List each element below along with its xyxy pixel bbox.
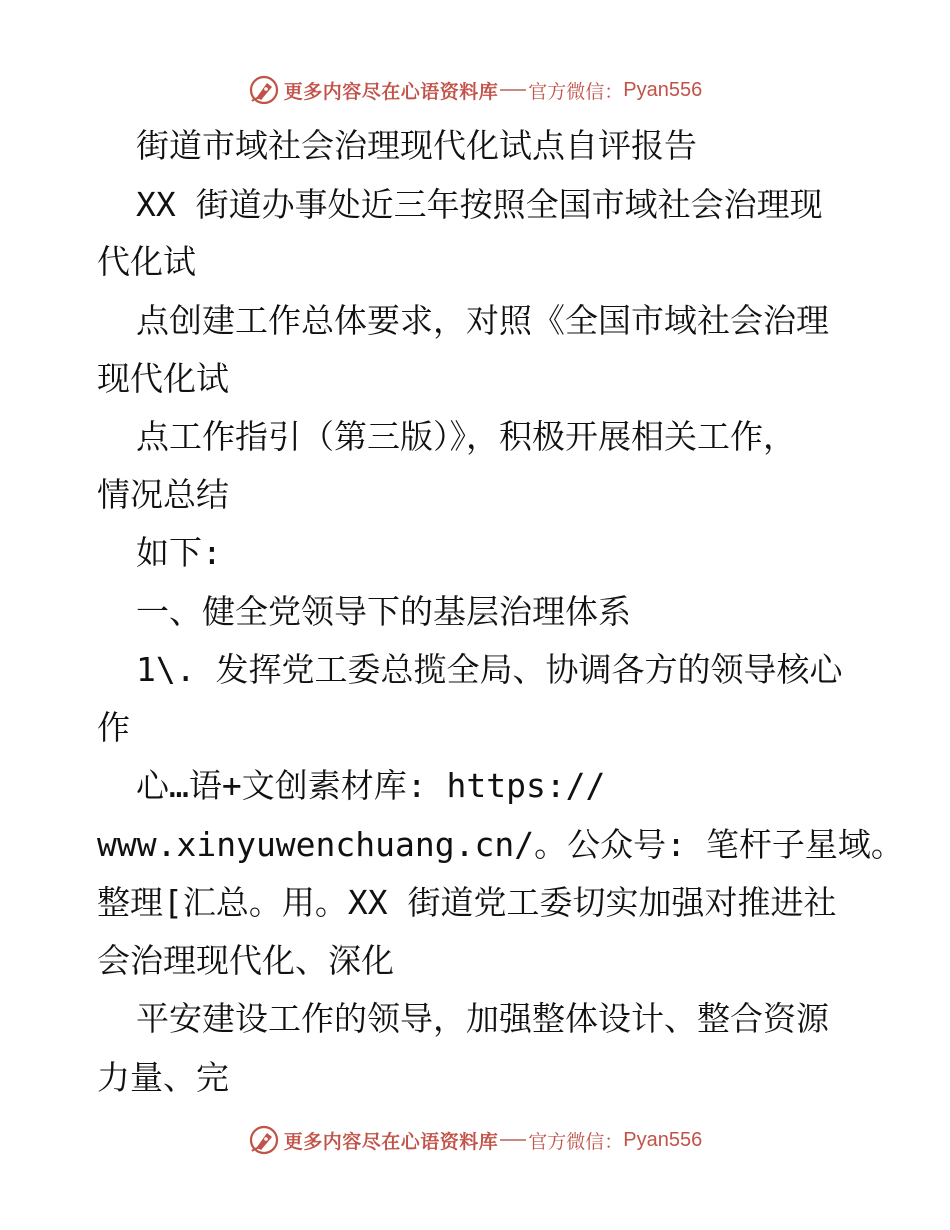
paragraph-line: XX 街道办事处近三年按照全国市域社会治理现 xyxy=(136,185,823,224)
banner-wechat-id: Pyan556 xyxy=(623,78,703,101)
paragraph-line: 现代化试 xyxy=(97,359,229,398)
pen-nib-logo-icon xyxy=(248,74,280,106)
paragraph-line: 代化试 xyxy=(97,242,196,281)
paragraph-line: 力量、完 xyxy=(97,1058,229,1097)
banner-separator xyxy=(500,89,526,91)
paragraph-line: 如下: xyxy=(136,533,222,572)
banner-separator xyxy=(500,1139,526,1141)
paragraph-line: 会治理现代化、深化 xyxy=(97,941,394,980)
paragraph-line: 情况总结 xyxy=(97,475,229,514)
header-banner xyxy=(0,70,950,110)
paragraph-line: 整理[汇总。用。XX 街道党工委切实加强对推进社 xyxy=(97,883,837,922)
banner-wechat-label: 官方微信： xyxy=(528,1130,624,1153)
pen-nib-logo-icon xyxy=(248,1124,280,1156)
banner-wechat-id: Pyan556 xyxy=(623,1128,703,1151)
section-heading: 一、健全党领导下的基层治理体系 xyxy=(136,592,631,631)
subsection-heading: 1\. 发挥党工委总揽全局、协调各方的领导核心 xyxy=(136,650,843,689)
footer-banner xyxy=(0,1120,950,1160)
banner-text: 更多内容尽在心语资料库 xyxy=(283,1130,499,1153)
paragraph-line: 作 xyxy=(97,708,130,747)
banner-text: 更多内容尽在心语资料库 xyxy=(283,80,499,103)
paragraph-line: www.xinyuwenchuang.cn/。公众号: 笔杆子星域。 xyxy=(97,825,904,864)
paragraph-line: 心…语+文创素材库: https:// xyxy=(136,766,606,805)
paragraph-line: 平安建设工作的领导，加强整体设计、整合资源 xyxy=(136,999,829,1038)
document-title: 街道市域社会治理现代化试点自评报告 xyxy=(136,126,697,165)
paragraph-line: 点工作指引（第三版）》，积极开展相关工作， xyxy=(136,417,796,456)
paragraph-line: 点创建工作总体要求，对照《全国市域社会治理 xyxy=(136,301,829,340)
banner-wechat-label: 官方微信： xyxy=(528,80,624,103)
